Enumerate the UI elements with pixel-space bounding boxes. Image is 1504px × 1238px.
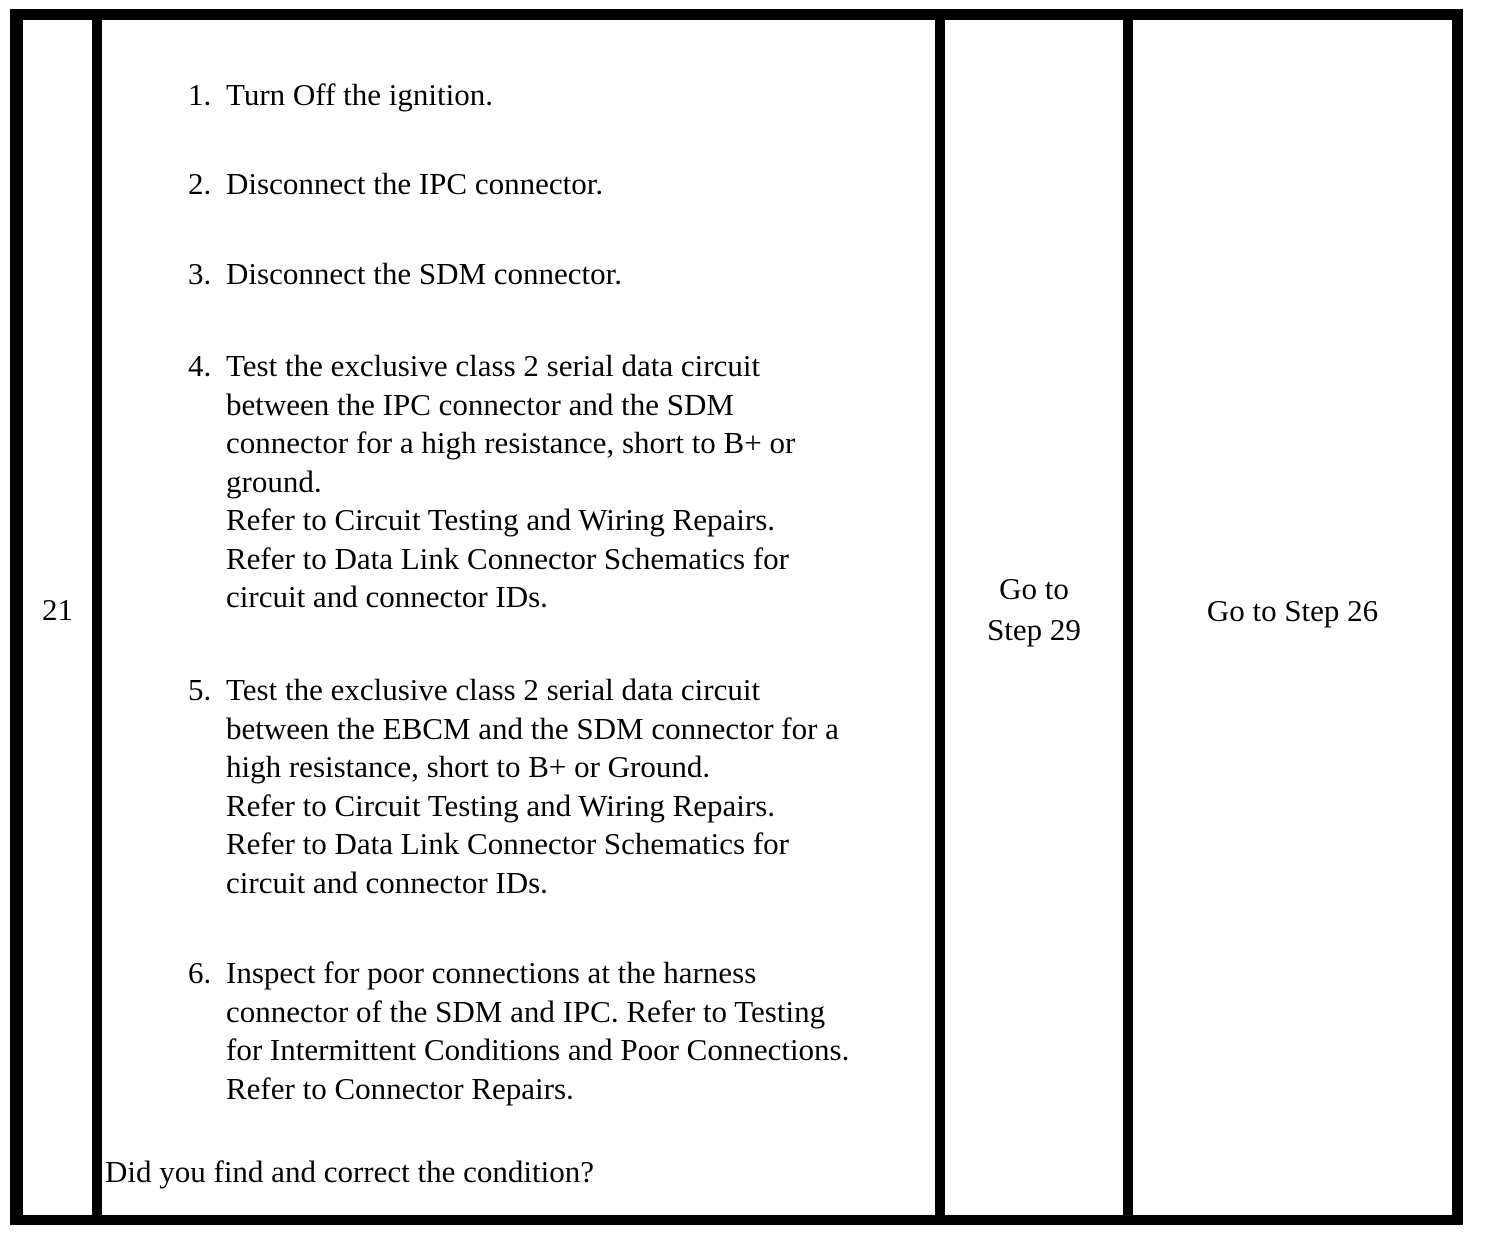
instruction-line: Turn Off the ignition. bbox=[226, 77, 493, 112]
instruction-number: 2. bbox=[188, 166, 212, 201]
instruction-line: Refer to Connector Repairs. bbox=[226, 1070, 574, 1106]
no-result-cell bbox=[1130, 17, 1455, 1218]
instruction-1 bbox=[188, 76, 908, 115]
diagnostic-table bbox=[10, 9, 1463, 1225]
instruction-line: Test the exclusive class 2 serial data circuit bbox=[226, 348, 761, 383]
instruction-number: 4. bbox=[188, 348, 212, 383]
instruction-line: Test the exclusive class 2 serial data circuit bbox=[226, 672, 761, 707]
instruction-line: circuit and connector IDs. bbox=[226, 864, 548, 900]
instruction-3 bbox=[188, 255, 908, 294]
instruction-line: high resistance, short to B+ or Ground. bbox=[226, 749, 711, 784]
instruction-number: 5. bbox=[188, 672, 212, 707]
instruction-5 bbox=[188, 671, 908, 902]
step-number: 21 bbox=[42, 592, 73, 627]
instruction-2 bbox=[188, 165, 908, 204]
instruction-number: 6. bbox=[188, 955, 212, 990]
no-result: Go to Step 26 bbox=[1206, 593, 1379, 628]
instruction-line: circuit and connector IDs. bbox=[226, 579, 548, 614]
instruction-line: between the EBCM and the SDM connector for a bbox=[226, 710, 839, 746]
instruction-line: Disconnect the SDM connector. bbox=[226, 256, 623, 291]
instruction-line: Refer to Data Link Connector Schematics for bbox=[226, 826, 789, 861]
question-text: Did you find and correct the condition? bbox=[105, 1154, 594, 1189]
instruction-line: Disconnect the IPC connector. bbox=[226, 166, 604, 201]
instruction-line: Refer to Circuit Testing and Wiring Repairs. bbox=[226, 502, 776, 537]
instruction-line: between the IPC connector and the SDM bbox=[226, 386, 734, 422]
instruction-line: Refer to Data Link Connector Schematics for bbox=[226, 540, 789, 576]
instruction-number: 3. bbox=[188, 256, 212, 291]
instruction-line: connector for a high resistance, short to B+ or bbox=[226, 425, 796, 460]
instruction-number: 1. bbox=[188, 77, 212, 112]
yes-result-cell bbox=[942, 17, 1126, 1218]
action-cell bbox=[99, 17, 938, 1218]
instruction-6 bbox=[188, 954, 908, 1108]
instruction-line: Refer to Circuit Testing and Wiring Repairs. bbox=[226, 787, 776, 823]
yes-result bbox=[945, 568, 1123, 650]
instruction-4 bbox=[188, 347, 908, 617]
instruction-line: ground. bbox=[226, 463, 322, 499]
instruction-line: Inspect for poor connections at the harness bbox=[226, 955, 757, 990]
yes-result-line: Step 29 bbox=[987, 612, 1081, 647]
yes-result-line: Go to bbox=[999, 571, 1069, 606]
instruction-line: for Intermittent Conditions and Poor Connections. bbox=[226, 1032, 850, 1067]
step-number-cell bbox=[20, 17, 95, 1218]
instruction-line: connector of the SDM and IPC. Refer to Testing bbox=[226, 993, 826, 1029]
